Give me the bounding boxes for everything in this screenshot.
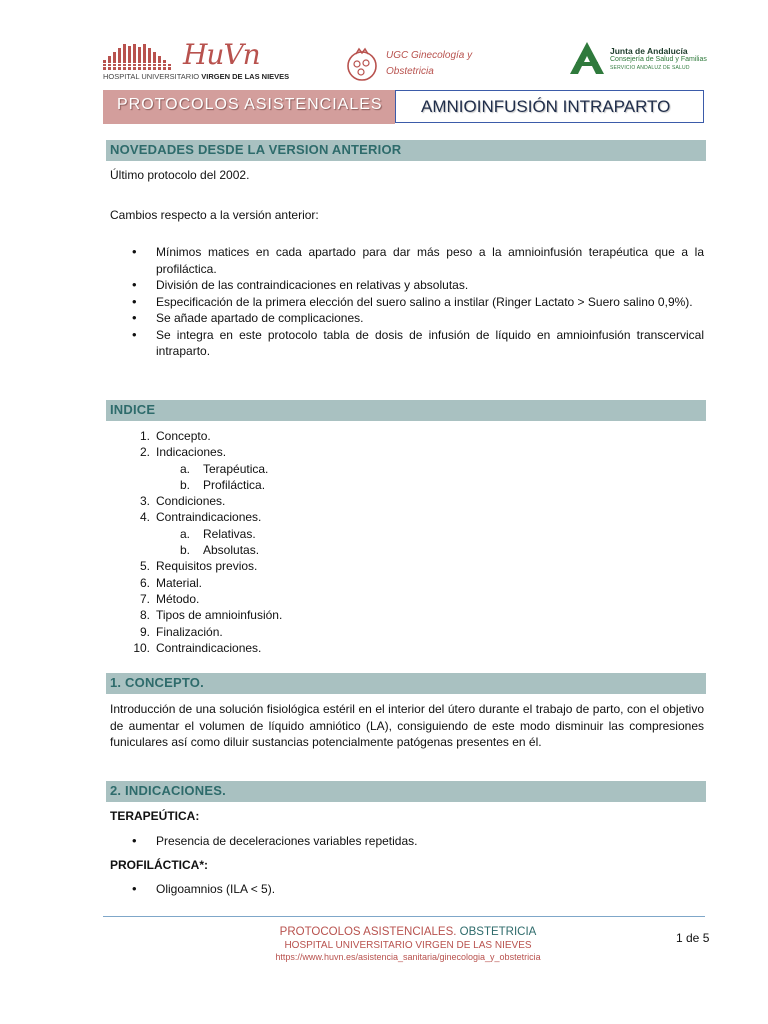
protocol-category-band xyxy=(103,90,395,124)
huvn-caption: HOSPITAL UNIVERSITARIO VIRGEN DE LAS NIEVES xyxy=(103,72,290,81)
footer-title: PROTOCOLOS ASISTENCIALES. OBSTETRICIA xyxy=(279,926,537,938)
huvn-logo-text: HuVn xyxy=(183,38,260,71)
list-item: • Especificación de la primera elección del suero salino a instilar (Ringer Lactato > Suero salino 0,9%). xyxy=(110,294,704,311)
huvn-logo xyxy=(103,38,290,82)
list-item: • Mínimos matices en cada apartado para dar más peso a la amnioinfusión terapéutica que a la profiláctica. xyxy=(110,244,704,277)
concepto-paragraph: Introducción de una solución fisiológica estéril en el interior del útero durante el trabajo de parto, con el objetivo de aumentar el volumen de líquido amniótico (LA), consiguiendo de este modo disminuir las compresiones funiculares así como diluir sustancias potencialmente patógenas presentes en él. xyxy=(110,702,704,749)
junta-line-3: SERVICIO ANDALUZ DE SALUD xyxy=(610,65,690,71)
terapeutica-list xyxy=(110,833,704,850)
index-item: 9. Finalización. xyxy=(139,624,223,639)
profilactica-label: PROFILÁCTICA*: xyxy=(110,858,208,872)
index-subitem: a. Terapéutica. xyxy=(179,461,269,476)
list-item: • Presencia de deceleraciones variables repetidas. xyxy=(110,833,704,850)
index-item: 6. Material. xyxy=(139,575,203,590)
protocol-category: PROTOCOLOS ASISTENCIALES xyxy=(117,96,383,113)
novedades-paragraph-2: Cambios respecto a la versión anterior: xyxy=(110,208,319,222)
terapeutica-label: TERAPEÚTICA: xyxy=(110,809,200,823)
footer-divider xyxy=(103,916,705,917)
list-item: • Se añade apartado de complicaciones. xyxy=(110,310,704,327)
index-subitem: a. Relativas. xyxy=(179,526,256,541)
ugc-logo xyxy=(344,46,504,82)
index-item: 7. Método. xyxy=(139,591,200,606)
section-heading-novedades: NOVEDADES DESDE LA VERSION ANTERIOR xyxy=(106,140,706,161)
list-item: • División de las contraindicaciones en relativas y absolutas. xyxy=(110,277,704,294)
novedades-paragraph-1: Último protocolo del 2002. xyxy=(110,168,250,182)
section-heading-indice: INDICE xyxy=(106,400,706,421)
page-number: 1 de 5 xyxy=(676,931,710,945)
junta-line-1: Junta de Andalucía xyxy=(610,46,688,56)
index-item: 2. Indicaciones. xyxy=(139,445,227,460)
junta-andalucia-icon xyxy=(568,40,606,76)
index-subitem: b. Profiláctica. xyxy=(179,477,266,492)
list-item: • Oligoamnios (ILA < 5). xyxy=(110,881,704,898)
ugc-logo-text: UGC Ginecología y Obstetricia xyxy=(386,50,473,77)
footer-url[interactable]: https://www.huvn.es/asistencia_sanitaria/ginecologia_y_obstetricia xyxy=(275,952,541,962)
protocol-title: AMNIOINFUSIÓN INTRAPARTO xyxy=(421,97,671,116)
footer-hospital: HOSPITAL UNIVERSITARIO VIRGEN DE LAS NIEVES xyxy=(284,940,532,951)
index-subitem: b. Absolutas. xyxy=(179,543,260,558)
index-item: 1. Concepto. xyxy=(139,429,211,443)
hospital-building-icon xyxy=(103,44,179,70)
index-list xyxy=(110,428,510,656)
junta-line-2: Consejería de Salud y Familias xyxy=(610,56,707,63)
index-item: 3. Condiciones. xyxy=(139,494,226,509)
protocol-title-box xyxy=(395,90,704,123)
profilactica-list xyxy=(110,881,704,898)
index-item: 5. Requisitos previos. xyxy=(139,559,258,574)
novedades-bullet-list xyxy=(110,244,704,360)
index-item: 4. Contraindicaciones. xyxy=(139,510,262,525)
section-heading-concepto: 1. CONCEPTO. xyxy=(106,673,706,694)
index-item: 8. Tipos de amnioinfusión. xyxy=(139,608,283,623)
index-item: 10. Contraindicaciones. xyxy=(133,640,262,655)
pomegranate-icon xyxy=(344,46,380,82)
list-item: • Se integra en este protocolo tabla de dosis de infusión de líquido en amnioinfusión transcervical intraparto. xyxy=(110,327,704,360)
junta-andalucia-logo xyxy=(568,40,708,80)
section-heading-indicaciones: 2. INDICACIONES. xyxy=(106,781,706,802)
